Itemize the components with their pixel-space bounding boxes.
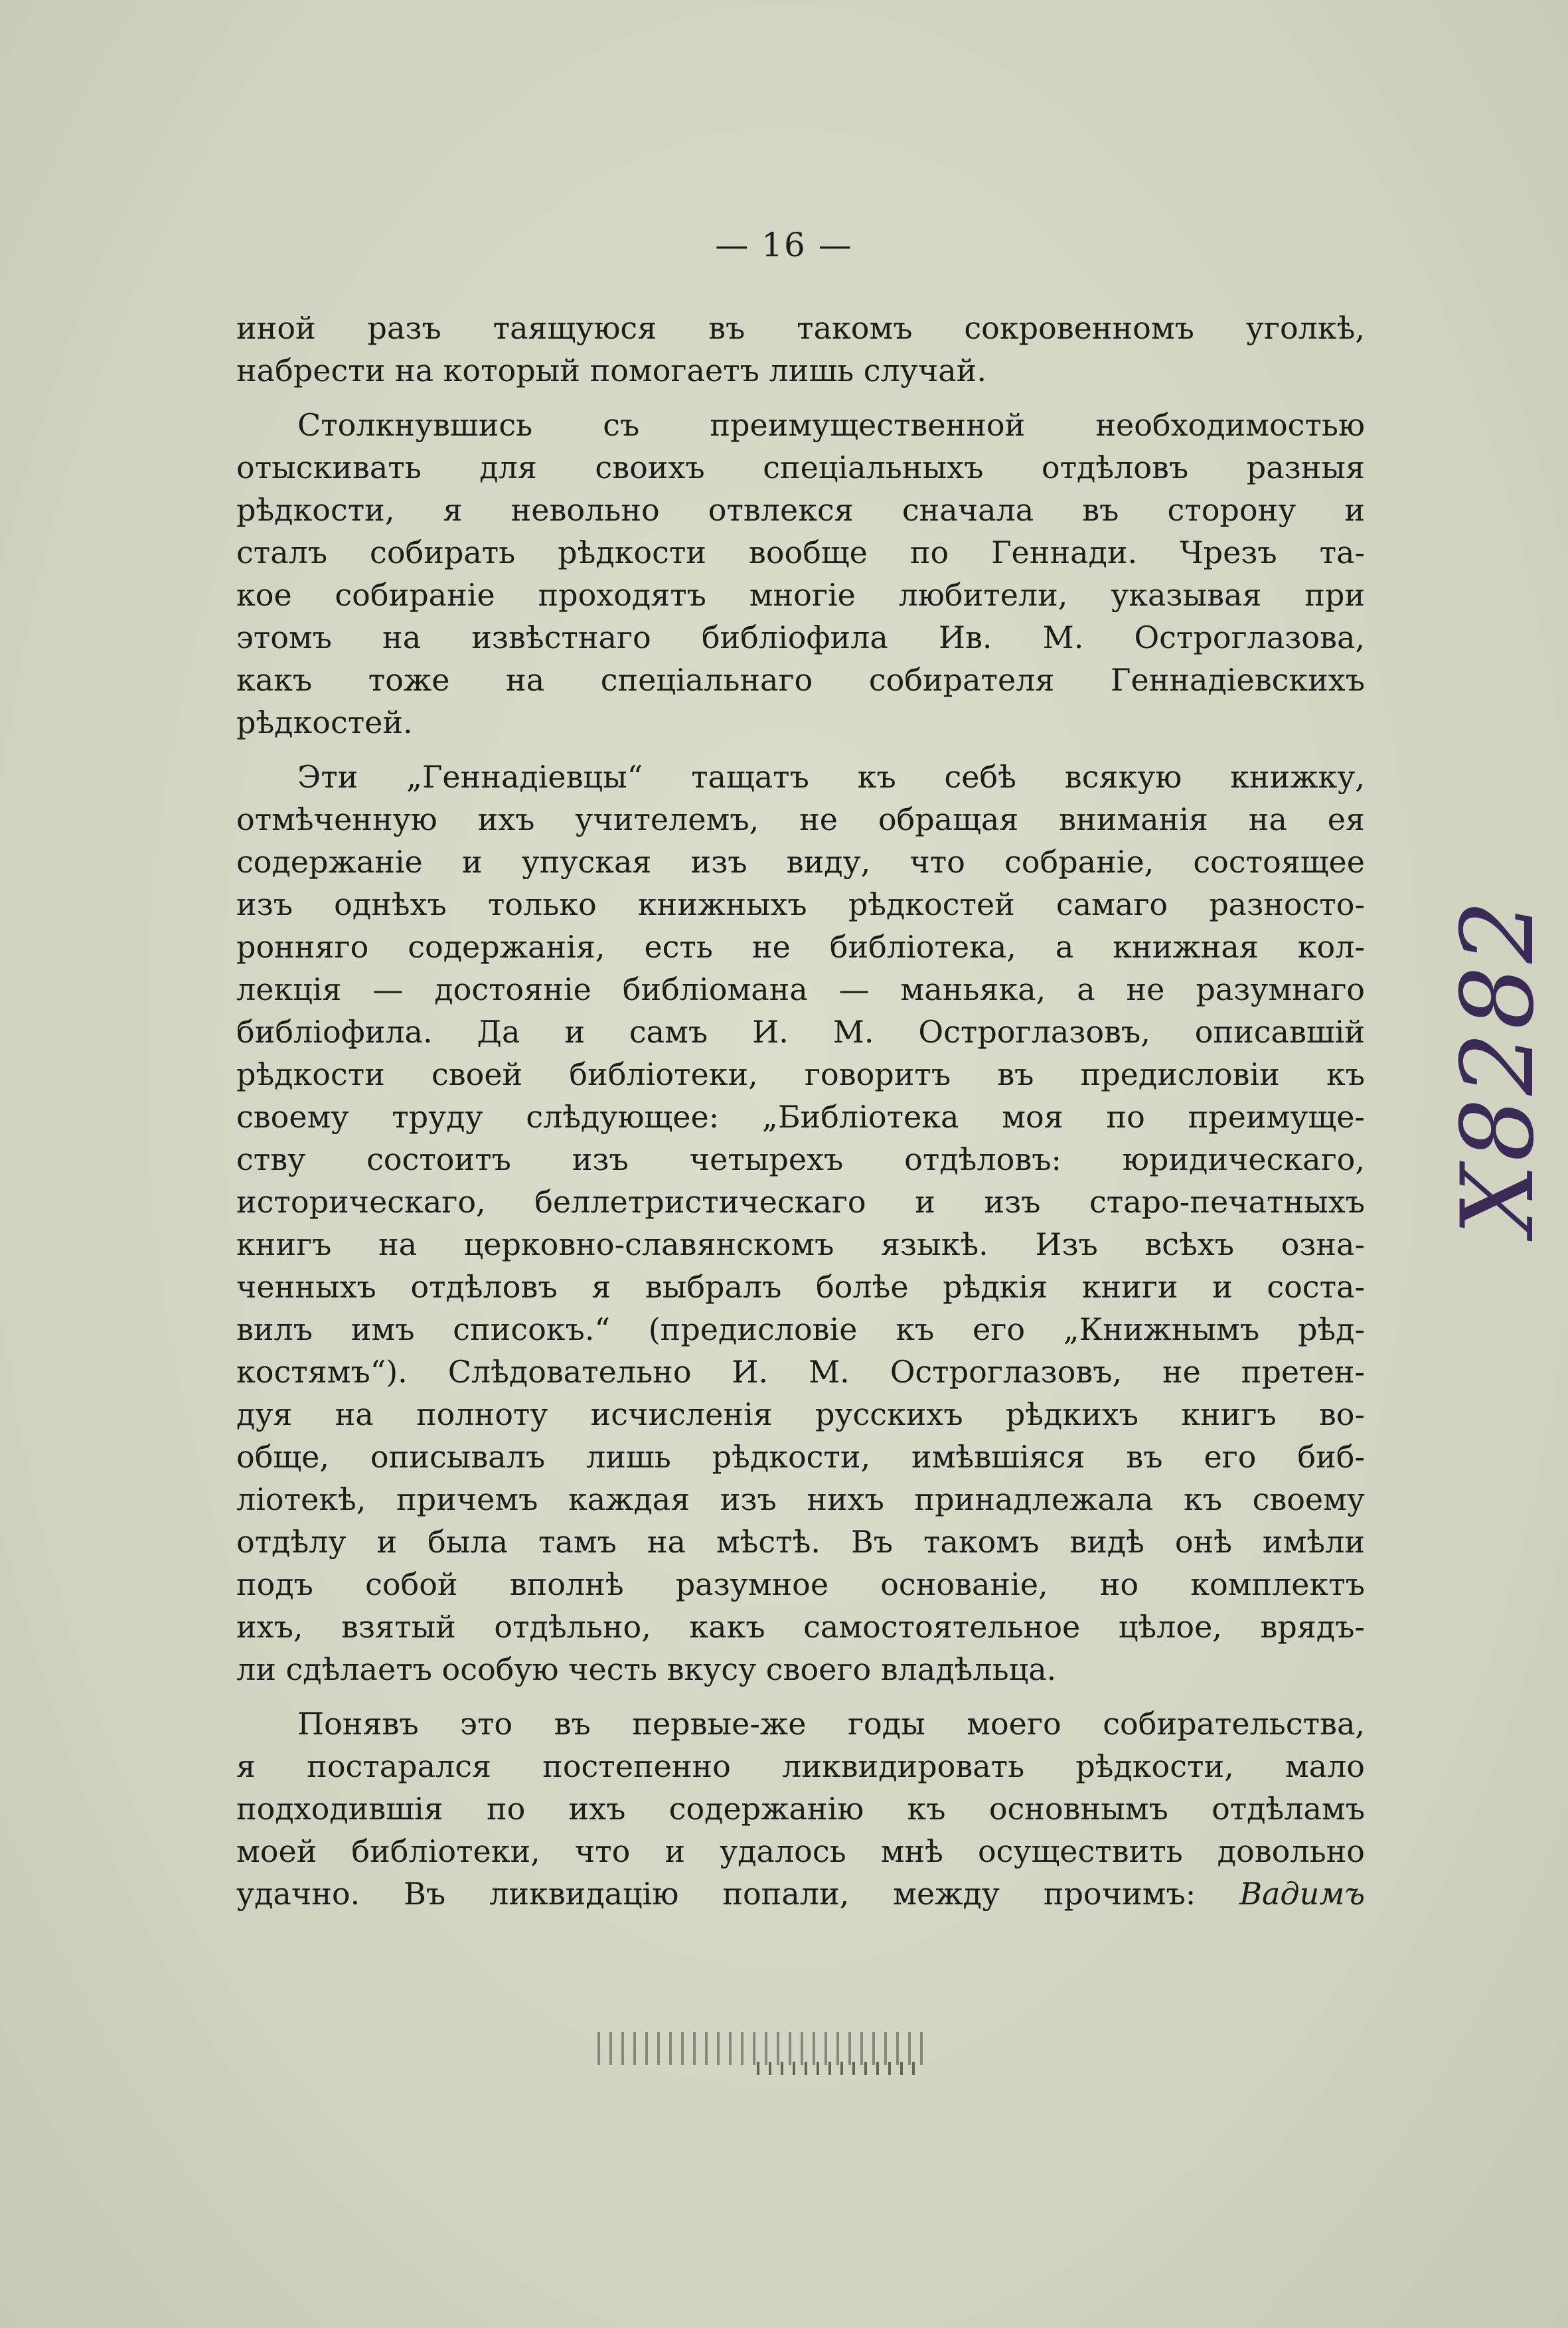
text-line: подъ собой вполнѣ разумное основаніе, но комплектъ xyxy=(236,1566,1365,1602)
text-line: костямъ“). Слѣдовательно И. М. Остроглазовъ, не претен- xyxy=(236,1354,1365,1390)
text-line: отмѣченную ихъ учителемъ, не обращая вниманія на ея xyxy=(236,801,1365,837)
faint-stamp-mark xyxy=(757,2062,916,2075)
text-line-final xyxy=(236,1872,1365,1915)
text-line: отдѣлу и была тамъ на мѣстѣ. Въ такомъ видѣ онѣ имѣли xyxy=(236,1524,1365,1560)
text-line: книгъ на церковно-славянскомъ языкѣ. Изъ всѣхъ озна- xyxy=(236,1226,1365,1262)
text-line: ли сдѣлаетъ особую честь вкусу своего владѣльца. xyxy=(236,1651,1057,1687)
text-line: ихъ, взятый отдѣльно, какъ самостоятельное цѣлое, врядъ- xyxy=(236,1609,1365,1645)
text-line: подходившія по ихъ содержанію къ основнымъ отдѣламъ xyxy=(236,1791,1365,1827)
text-line: моей библіотеки, что и удалось мнѣ осуществить довольно xyxy=(236,1833,1365,1869)
handwritten-shelf-mark: Х8282 xyxy=(1441,897,1556,1235)
text-line: ству состоитъ изъ четырехъ отдѣловъ: юридическаго, xyxy=(236,1141,1365,1177)
text-line: сталъ собирать рѣдкости вообще по Геннади. Чрезъ та- xyxy=(236,535,1365,570)
text-line: ченныхъ отдѣловъ я выбралъ болѣе рѣдкія книги и соста- xyxy=(236,1269,1365,1305)
text-line: вилъ имъ списокъ.“ (предисловіе къ его „Книжнымъ рѣд- xyxy=(236,1311,1365,1347)
faint-stamp-mark xyxy=(597,2032,929,2065)
text-line: изъ однѣхъ только книжныхъ рѣдкостей самаго разносто- xyxy=(236,886,1365,922)
text-line: лекція — достояніе библіомана — маньяка, а не разумнаго xyxy=(236,971,1365,1007)
text-line: Эти „Геннадіевцы“ тащатъ къ себѣ всякую книжку, xyxy=(297,759,1365,795)
text-line: обще, описывалъ лишь рѣдкости, имѣвшіяся въ его биб- xyxy=(236,1439,1365,1475)
text-line: ліотекѣ, причемъ каждая изъ нихъ принадлежала къ своему xyxy=(236,1481,1365,1517)
text-line: рѣдкостей. xyxy=(236,705,413,740)
text-line: библіофила. Да и самъ И. М. Остроглазовъ, описавшій xyxy=(236,1014,1365,1050)
italic-word: Вадимъ xyxy=(1239,1876,1365,1912)
text-line: историческаго, беллетристическаго и изъ старо-печатныхъ xyxy=(236,1184,1365,1220)
text-line: какъ тоже на спеціальнаго собирателя Геннадіевскихъ xyxy=(236,662,1365,698)
text-line: этомъ на извѣстнаго библіофила Ив. М. Остроглазова, xyxy=(236,620,1365,655)
text-line: Понявъ это въ первые-же годы моего собирательства, xyxy=(297,1706,1365,1742)
page-number: — 16 — xyxy=(715,226,853,264)
text-line: я постарался постепенно ликвидировать рѣдкости, мало xyxy=(236,1748,1365,1784)
text-line: иной разъ таящуюся въ такомъ сокровенномъ уголкѣ, xyxy=(236,310,1365,346)
text-line: рѣдкости, я невольно отвлекся сначала въ сторону и xyxy=(236,492,1365,528)
text-line: дуя на полноту исчисленія русскихъ рѣдкихъ книгъ во- xyxy=(236,1396,1365,1432)
text-line: отыскивать для своихъ спеціальныхъ отдѣловъ разныя xyxy=(236,450,1365,485)
text-line: ронняго содержанія, есть не библіотека, а книжная кол- xyxy=(236,929,1365,965)
final-line-text: удачно. Въ ликвидацію попали, между прочимъ: xyxy=(236,1876,1196,1912)
text-line: рѣдкости своей библіотеки, говоритъ въ предисловіи къ xyxy=(236,1056,1365,1092)
text-line: Столкнувшись съ преимущественной необходимостью xyxy=(297,407,1365,443)
text-line: содержаніе и упуская изъ виду, что собраніе, состоящее xyxy=(236,844,1365,880)
text-line: кое собираніе проходятъ многіе любители, указывая при xyxy=(236,577,1365,613)
body-text xyxy=(236,307,1365,1915)
text-line: набрести на который помогаетъ лишь случай. xyxy=(236,353,986,388)
text-line: своему труду слѣдующее: „Библіотека моя по преимуще- xyxy=(236,1099,1365,1135)
